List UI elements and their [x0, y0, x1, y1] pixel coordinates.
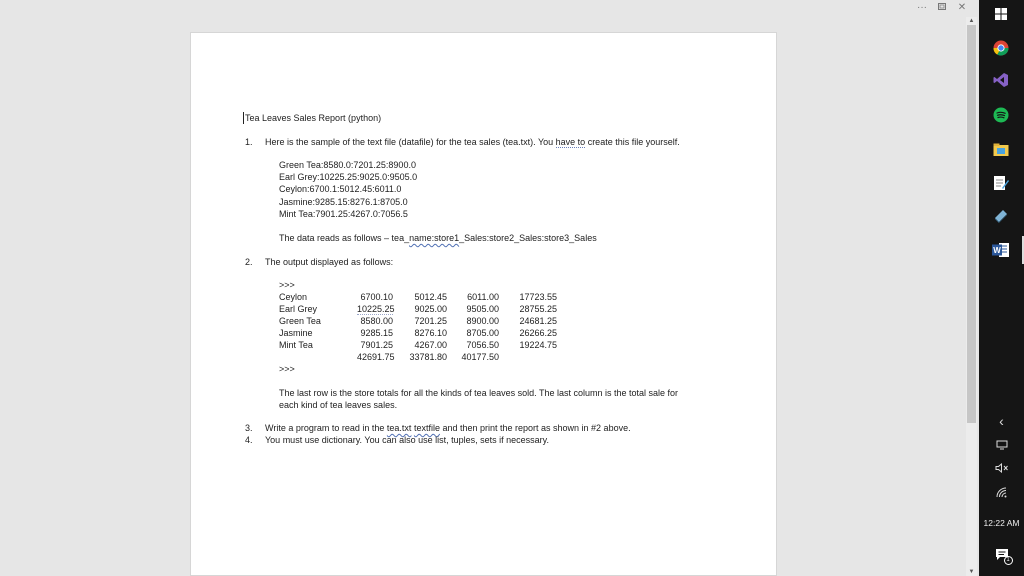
restore-icon	[938, 3, 946, 10]
list-number: 3.	[245, 423, 253, 433]
taskbar-cube-app[interactable]	[991, 206, 1011, 226]
table-cell: 26266.25	[519, 328, 557, 338]
scroll-up-button[interactable]: ▲	[968, 18, 975, 24]
start-button[interactable]	[991, 4, 1011, 24]
text-run: and then print the report as shown in #2 above.	[439, 423, 631, 433]
more-options-button[interactable]: ···	[917, 1, 927, 13]
table-cell: 6700.10	[360, 292, 393, 302]
python-prompt: >>>	[279, 280, 295, 290]
document-title-text: Tea Leaves Sales Report (python)	[245, 113, 382, 123]
taskbar-spotify[interactable]	[991, 105, 1011, 125]
list-number: 1.	[245, 137, 253, 147]
data-format-line	[279, 233, 597, 245]
notification-count: 1	[1004, 556, 1013, 565]
table-cell: 7201.25	[414, 316, 447, 326]
table-cell: 10225.25	[357, 304, 395, 314]
chrome-icon	[993, 40, 1009, 56]
restore-button[interactable]	[932, 2, 952, 13]
table-cell: 4267.00	[414, 340, 447, 350]
taskbar-visual-studio[interactable]	[991, 70, 1011, 90]
text-run: Write a program to read in the	[265, 423, 387, 433]
clock[interactable]: 12:22 AM	[983, 518, 1020, 528]
table-cell: 40177.50	[461, 352, 499, 362]
table-cell: 9505.00	[466, 304, 499, 314]
table-cell: 17723.55	[519, 292, 557, 302]
cube-app-icon	[993, 208, 1009, 224]
table-cell: 33781.80	[409, 352, 447, 362]
notification-button[interactable]	[979, 548, 1024, 563]
table-cell: 24681.25	[519, 316, 557, 326]
taskbar-file-explorer[interactable]	[991, 140, 1011, 160]
spotify-icon	[993, 107, 1009, 123]
note-line: The last row is the store totals for all the kinds of tea leaves sold. The last column is the total sale for	[279, 388, 679, 398]
text-cursor	[243, 112, 244, 124]
text-run-marked: have to	[555, 137, 586, 147]
table-cell: 8580.00	[360, 316, 393, 326]
list-number: 2.	[245, 257, 253, 267]
volume-icon	[995, 463, 1009, 473]
vertical-scrollbar[interactable]	[966, 17, 977, 576]
word-icon	[992, 242, 1010, 258]
file-line: Ceylon:6700.1:5012.45:6011.0	[279, 184, 402, 195]
wifi-icon	[995, 486, 1009, 498]
visual-studio-icon	[993, 72, 1009, 88]
spellcheck-text: name:store1	[409, 233, 460, 243]
show-hidden-icons-button[interactable]: ‹	[999, 413, 1004, 429]
table-cell: 19224.75	[519, 340, 557, 350]
python-prompt: >>>	[279, 364, 295, 374]
svg-text:W: W	[993, 246, 1001, 255]
note-paragraph	[279, 388, 678, 412]
network-button[interactable]	[979, 440, 1024, 452]
windows-icon	[995, 8, 1007, 20]
table-cell: 7901.25	[360, 340, 393, 350]
table-cell: Mint Tea	[279, 340, 313, 350]
table-cell: 8276.10	[414, 328, 447, 338]
taskbar-notepad[interactable]	[991, 173, 1011, 193]
spellcheck-text: tea.txt	[386, 423, 412, 433]
list-text	[265, 137, 680, 147]
list-text: The output displayed as follows:	[265, 257, 394, 267]
file-line: Green Tea:8580.0:7201.25:8900.0	[279, 160, 416, 170]
note-line: each kind of tea leaves sales.	[279, 400, 398, 411]
text-run: _Sales:store2_Sales:store3_Sales	[459, 233, 597, 243]
table-cell: Ceylon	[279, 292, 308, 302]
taskbar-word[interactable]	[991, 240, 1011, 260]
text-run: The data reads as follows – tea_	[279, 233, 410, 243]
file-explorer-icon	[993, 143, 1009, 157]
list-text	[265, 423, 631, 433]
table-cell: 6011.00	[467, 292, 499, 302]
notepad-icon	[993, 175, 1009, 191]
table-cell: 42691.75	[357, 352, 395, 362]
taskbar	[979, 0, 1024, 576]
table-cell: Green Tea	[279, 316, 321, 326]
file-sample	[279, 160, 417, 221]
list-number: 4.	[245, 435, 253, 445]
window-controls	[912, 0, 972, 14]
table-cell: 5012.45	[414, 292, 447, 302]
table-cell: 8705.00	[466, 328, 499, 338]
file-line: Jasmine:9285.15:8276.1:8705.0	[279, 196, 408, 207]
scroll-thumb[interactable]	[967, 25, 976, 423]
close-button[interactable]: ✕	[957, 1, 967, 13]
list-text: You must use dictionary. You can also use list, tuples, sets if necessary.	[265, 435, 549, 445]
taskbar-chrome[interactable]	[991, 38, 1011, 58]
text-run: Here is the sample of the text file (datafile) for the tea sales (tea.txt). You	[265, 137, 556, 147]
document-page[interactable]	[190, 32, 777, 576]
text-run: create this file yourself.	[585, 137, 680, 147]
table-cell: 28755.25	[519, 304, 557, 314]
table-cell: 7056.50	[466, 340, 499, 350]
table-cell: 8900.00	[466, 316, 499, 326]
network-icon	[995, 440, 1009, 450]
file-line: Mint Tea:7901.25:4267.0:7056.5	[279, 208, 408, 219]
table-cell: 9025.00	[414, 304, 447, 314]
table-cell: Jasmine	[279, 328, 313, 338]
table-cell: 9285.15	[360, 328, 393, 338]
document-title	[245, 113, 381, 123]
volume-button[interactable]	[979, 463, 1024, 475]
table-cell: Earl Grey	[279, 304, 318, 314]
scroll-down-button[interactable]: ▼	[968, 569, 975, 575]
wifi-button[interactable]	[979, 486, 1024, 500]
file-line: Earl Grey:10225.25:9025.0:9505.0	[279, 172, 418, 183]
spellcheck-text: textfile	[413, 423, 440, 433]
